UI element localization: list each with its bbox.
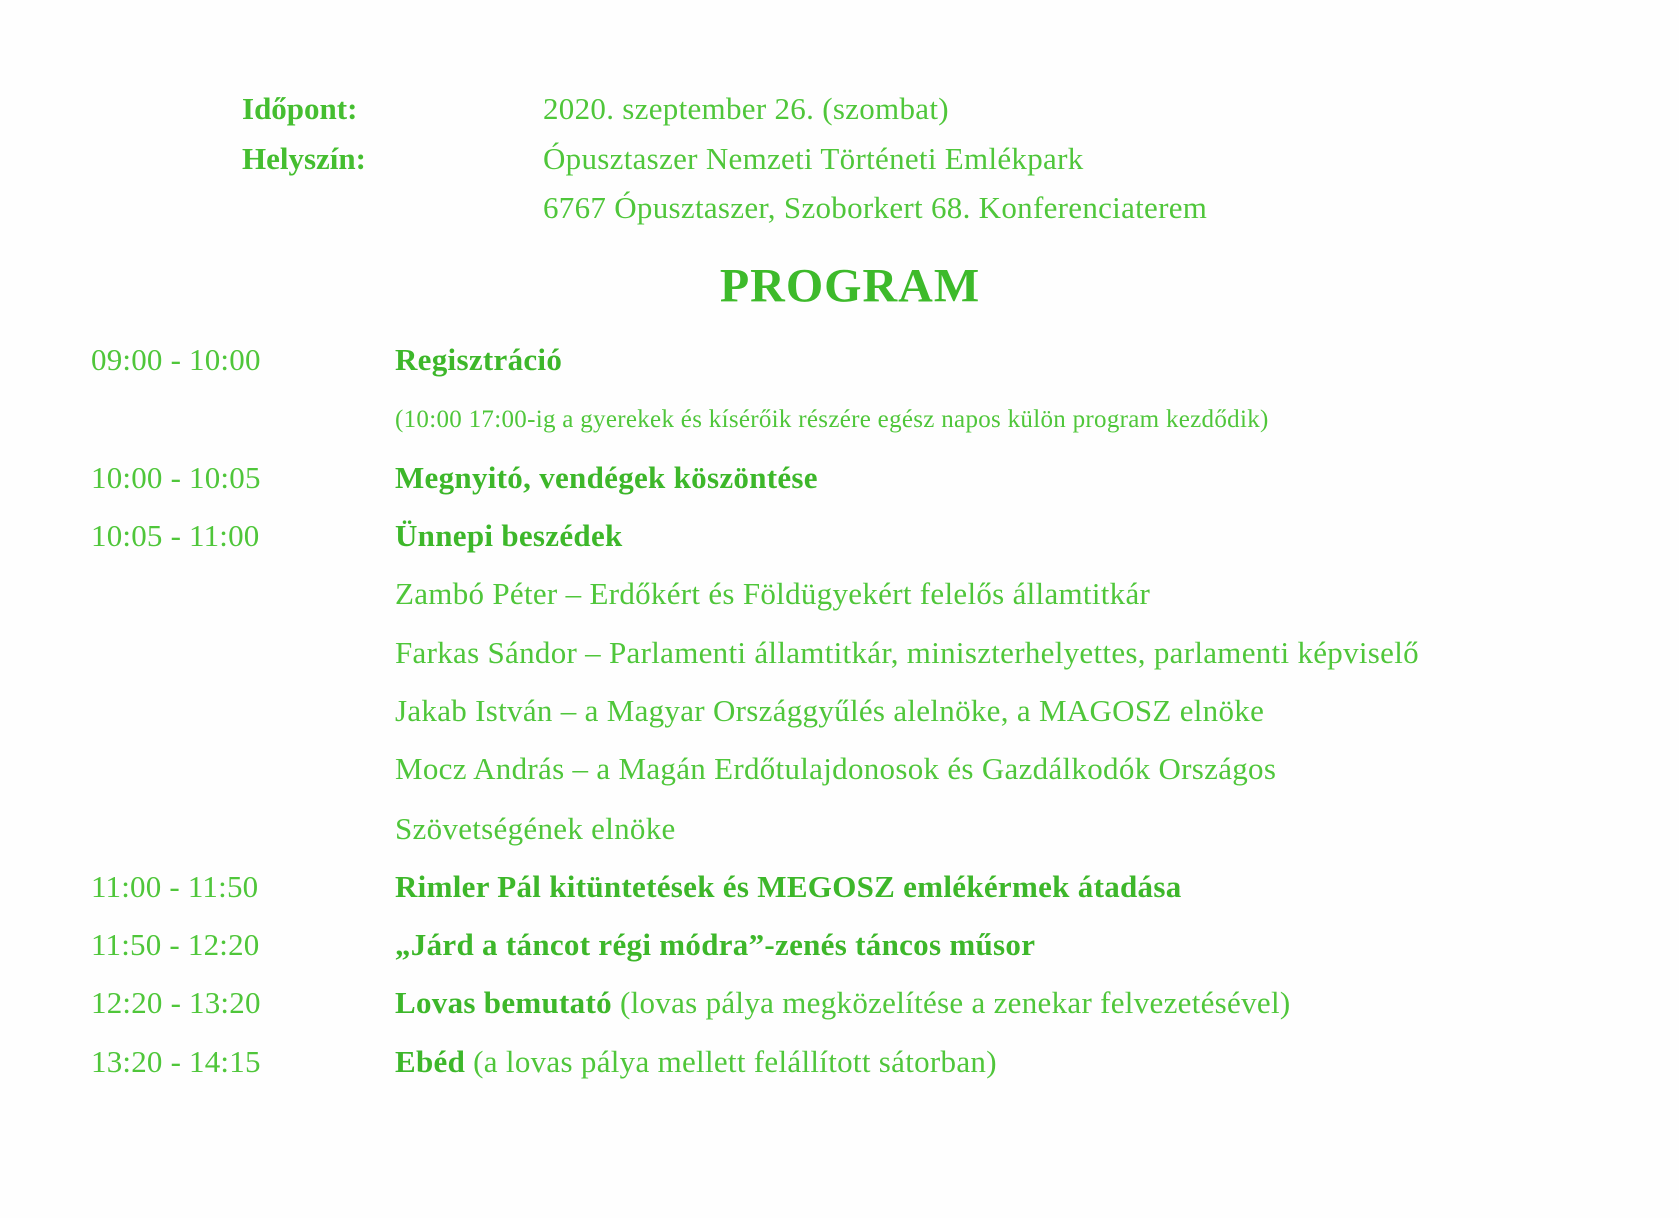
program-detail: (a lovas pálya mellett felállított sátorban): [465, 1044, 997, 1079]
program-title: [395, 1044, 997, 1080]
program-time: 11:00 - 11:50: [91, 869, 259, 904]
program-title-text: Ebéd: [395, 1044, 466, 1079]
program-time: 10:05 - 11:00: [91, 518, 260, 553]
program-title: [395, 927, 1035, 963]
program-title: [395, 985, 1291, 1021]
location-line1: Ópusztaszer Nemzeti Történeti Emlékpark: [543, 141, 1084, 176]
program-title-text: Rimler Pál kitüntetések és MEGOSZ emlékérmek átadása: [395, 869, 1182, 904]
program-time: 12:20 - 13:20: [91, 985, 261, 1020]
speaker-item: Farkas Sándor – Parlamenti államtitkár, miniszterhelyettes, parlamenti képviselő: [395, 635, 1419, 670]
program-time: 13:20 - 14:15: [91, 1044, 261, 1079]
program-title: [395, 518, 623, 554]
program-note: (10:00 17:00-ig a gyerekek és kísérőik részére egész napos külön program kezdődik): [395, 406, 1269, 433]
program-time: 11:50 - 12:20: [91, 927, 260, 962]
location-label: Helyszín:: [242, 141, 366, 176]
date-value: 2020. szeptember 26. (szombat): [543, 91, 949, 126]
program-title-text: Lovas bemutató: [395, 985, 612, 1020]
speaker-item: Jakab István – a Magyar Országgyűlés alelnöke, a MAGOSZ elnöke: [395, 693, 1265, 728]
program-title-text: Megnyitó, vendégek köszöntése: [395, 460, 818, 495]
program-title: [395, 869, 1182, 905]
program-time: 09:00 - 10:00: [91, 342, 261, 377]
location-line2: 6767 Ópusztaszer, Szoborkert 68. Konferenciaterem: [543, 190, 1208, 225]
program-detail: (lovas pálya megközelítése a zenekar felvezetésével): [611, 985, 1291, 1020]
program-title: [395, 460, 818, 496]
program-title-text: „Járd a táncot régi módra”-zenés táncos műsor: [395, 927, 1036, 962]
speaker-item: Zambó Péter – Erdőkért és Földügyekért felelős államtitkár: [395, 576, 1151, 611]
page-title: PROGRAM: [719, 259, 981, 313]
speaker-item: Mocz András – a Magán Erdőtulajdonosok és Gazdálkodók Országos: [395, 751, 1277, 786]
speaker-item: Szövetségének elnöke: [395, 811, 676, 846]
program-title-text: Regisztráció: [395, 342, 563, 377]
date-label: Időpont:: [242, 91, 358, 126]
program-time: 10:00 - 10:05: [91, 460, 261, 495]
program-title: [395, 342, 562, 378]
program-title-text: Ünnepi beszédek: [395, 518, 623, 553]
